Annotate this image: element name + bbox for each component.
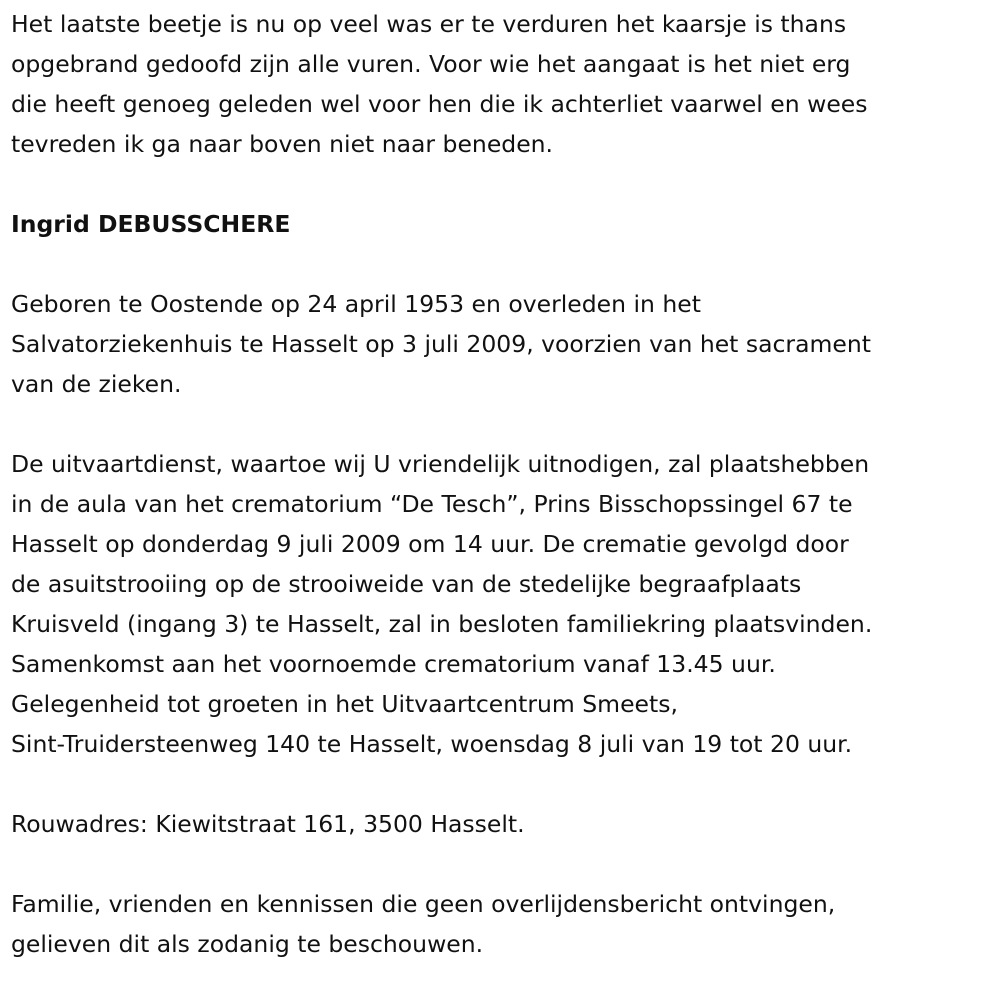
poem-line: die heeft genoeg geleden wel voor hen die ik achterliet vaarwel en wees xyxy=(11,90,868,118)
closing-line: gelieven dit als zodanig te beschouwen. xyxy=(11,930,484,958)
funeral-line: Sint-Truidersteenweg 140 te Hasselt, woensdag 8 juli van 19 tot 20 uur. xyxy=(11,730,853,758)
funeral-line: Kruisveld (ingang 3) te Hasselt, zal in besloten familiekring plaatsvinden. xyxy=(11,610,873,638)
poem-paragraph xyxy=(11,4,991,164)
funeral-line: de asuitstrooiing op de strooiweide van de stedelijke begraafplaats xyxy=(11,570,802,598)
address-line: Rouwadres: Kiewitstraat 161, 3500 Hasselt. xyxy=(11,810,525,838)
funeral-line: Gelegenheid tot groeten in het Uitvaartcentrum Smeets, xyxy=(11,690,678,718)
funeral-line: Samenkomst aan het voornoemde crematorium vanaf 13.45 uur. xyxy=(11,650,776,678)
address-paragraph xyxy=(11,804,991,844)
poem-line: Het laatste beetje is nu op veel was er te verduren het kaarsje is thans xyxy=(11,10,847,38)
funeral-line: Hasselt op donderdag 9 juli 2009 om 14 uur. De crematie gevolgd door xyxy=(11,530,849,558)
funeral-line: De uitvaartdienst, waartoe wij U vriendelijk uitnodigen, zal plaatshebben xyxy=(11,450,870,478)
closing-line: Familie, vrienden en kennissen die geen overlijdensbericht ontvingen, xyxy=(11,890,836,918)
birth-death-line: van de zieken. xyxy=(11,370,182,398)
birth-death-paragraph xyxy=(11,284,991,404)
funeral-paragraph xyxy=(11,444,991,764)
poem-line: opgebrand gedoofd zijn alle vuren. Voor wie het aangaat is het niet erg xyxy=(11,50,851,78)
deceased-name: Ingrid DEBUSSCHERE xyxy=(11,210,291,238)
poem-line: tevreden ik ga naar boven niet naar beneden. xyxy=(11,130,554,158)
closing-paragraph xyxy=(11,884,991,964)
birth-death-line: Geboren te Oostende op 24 april 1953 en overleden in het xyxy=(11,290,701,318)
birth-death-line: Salvatorziekenhuis te Hasselt op 3 juli 2009, voorzien van het sacrament xyxy=(11,330,871,358)
obituary-document xyxy=(11,4,991,964)
funeral-line: in de aula van het crematorium “De Tesch”, Prins Bisschopssingel 67 te xyxy=(11,490,853,518)
